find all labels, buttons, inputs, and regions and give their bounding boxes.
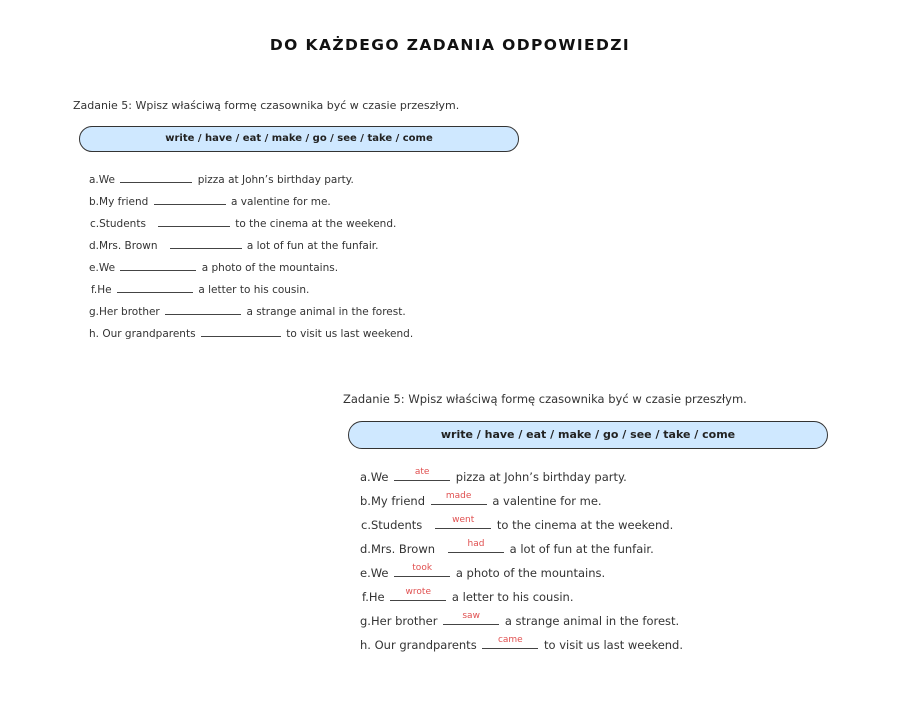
answer-blank[interactable] [482,635,538,649]
exercise-item [362,587,574,604]
answer-blank[interactable] [390,587,446,601]
item-before: Mrs. Brown [99,240,158,252]
item-after: a valentine for me. [231,196,331,208]
answer-blank[interactable] [120,173,192,183]
item-before: We [370,566,389,580]
exercise-item [89,195,331,208]
item-after: a letter to his cousin. [451,590,574,604]
item-before: We [98,262,116,274]
item-after: a lot of fun at the funfair. [246,240,379,252]
exercise-instruction: Zadanie 5: Wpisz właściwą formę czasownika być w czasie przeszłym. [343,392,747,406]
item-letter: b. [89,196,100,208]
answer-blank[interactable] [117,283,193,293]
item-after: a photo of the mountains. [455,566,606,580]
answer-blank[interactable] [448,539,504,553]
item-letter: a. [360,470,371,484]
answer-blank[interactable] [435,515,491,529]
item-after: pizza at John’s birthday party. [455,470,627,484]
item-letter: b. [360,494,371,508]
item-letter: g. [360,614,371,628]
item-letter: f. [91,284,98,296]
exercise-instruction: Zadanie 5: Wpisz właściwą formę czasownika być w czasie przeszłym. [73,99,460,112]
item-letter: g. [89,306,100,318]
answer-text: ate [414,467,430,477]
item-before: My friend [99,196,149,208]
item-before: We [370,470,389,484]
item-after: to visit us last weekend. [286,328,414,340]
item-before: Students [370,518,423,532]
item-before: Our grandparents [374,638,477,652]
exercise-item [360,611,680,628]
item-before: Her brother [99,306,160,318]
answer-text: took [412,563,433,573]
item-letter: a. [89,174,99,186]
answer-text: had [467,539,485,549]
exercise-item [90,217,396,230]
exercise-item [89,173,354,186]
item-letter: f. [362,590,369,604]
word-box: write / have / eat / make / go / see / take / come [79,126,519,152]
exercise-item [91,283,309,296]
exercise-item [89,239,378,252]
word-box: write / have / eat / make / go / see / take / come [348,421,828,449]
page-title: DO KAŻDEGO ZADANIA ODPOWIEDZI [269,36,631,54]
answer-blank[interactable] [431,491,487,505]
answer-blank[interactable] [165,305,241,315]
answer-blank[interactable] [154,195,226,205]
item-letter: h. [89,328,99,340]
exercise-item [361,515,674,532]
item-after: a strange animal in the forest. [246,306,406,318]
item-before: Mrs. Brown [370,542,436,556]
exercise-item [89,261,338,274]
exercise-item [360,467,627,484]
item-after: to visit us last weekend. [544,638,684,652]
item-after: a photo of the mountains. [201,262,339,274]
answer-blank[interactable] [158,217,230,227]
answer-blank[interactable] [201,327,281,337]
item-letter: c. [90,218,100,230]
item-before: He [97,284,112,296]
answer-text: made [445,491,472,501]
item-before: Her brother [370,614,438,628]
answer-blank[interactable] [394,563,450,577]
item-before: Our grandparents [102,328,196,340]
item-before: Students [99,218,146,230]
answer-blank[interactable] [443,611,499,625]
item-after: a lot of fun at the funfair. [509,542,654,556]
exercise-item [360,491,602,508]
answer-text: wrote [405,587,431,597]
answer-blank[interactable] [170,239,242,249]
exercise-item [360,539,654,556]
exercise-item [360,563,606,580]
answer-blank[interactable] [120,261,196,271]
item-letter: e. [360,566,371,580]
item-before: He [368,590,385,604]
item-after: a strange animal in the forest. [504,614,680,628]
item-after: pizza at John’s birthday party. [197,174,354,186]
item-letter: h. [360,638,371,652]
answer-text: went [452,515,475,525]
exercise-item [89,327,413,340]
exercise-item [89,305,406,318]
answer-text: saw [462,611,480,621]
item-after: to the cinema at the weekend. [235,218,397,230]
item-before: My friend [370,494,425,508]
item-letter: e. [89,262,99,274]
exercise-item [360,635,684,652]
item-after: a valentine for me. [492,494,602,508]
item-after: a letter to his cousin. [198,284,310,296]
item-letter: d. [89,240,100,252]
answer-text: came [497,635,523,645]
item-before: We [98,174,116,186]
answer-blank[interactable] [394,467,450,481]
item-letter: d. [360,542,371,556]
item-after: to the cinema at the weekend. [496,518,674,532]
item-letter: c. [361,518,371,532]
